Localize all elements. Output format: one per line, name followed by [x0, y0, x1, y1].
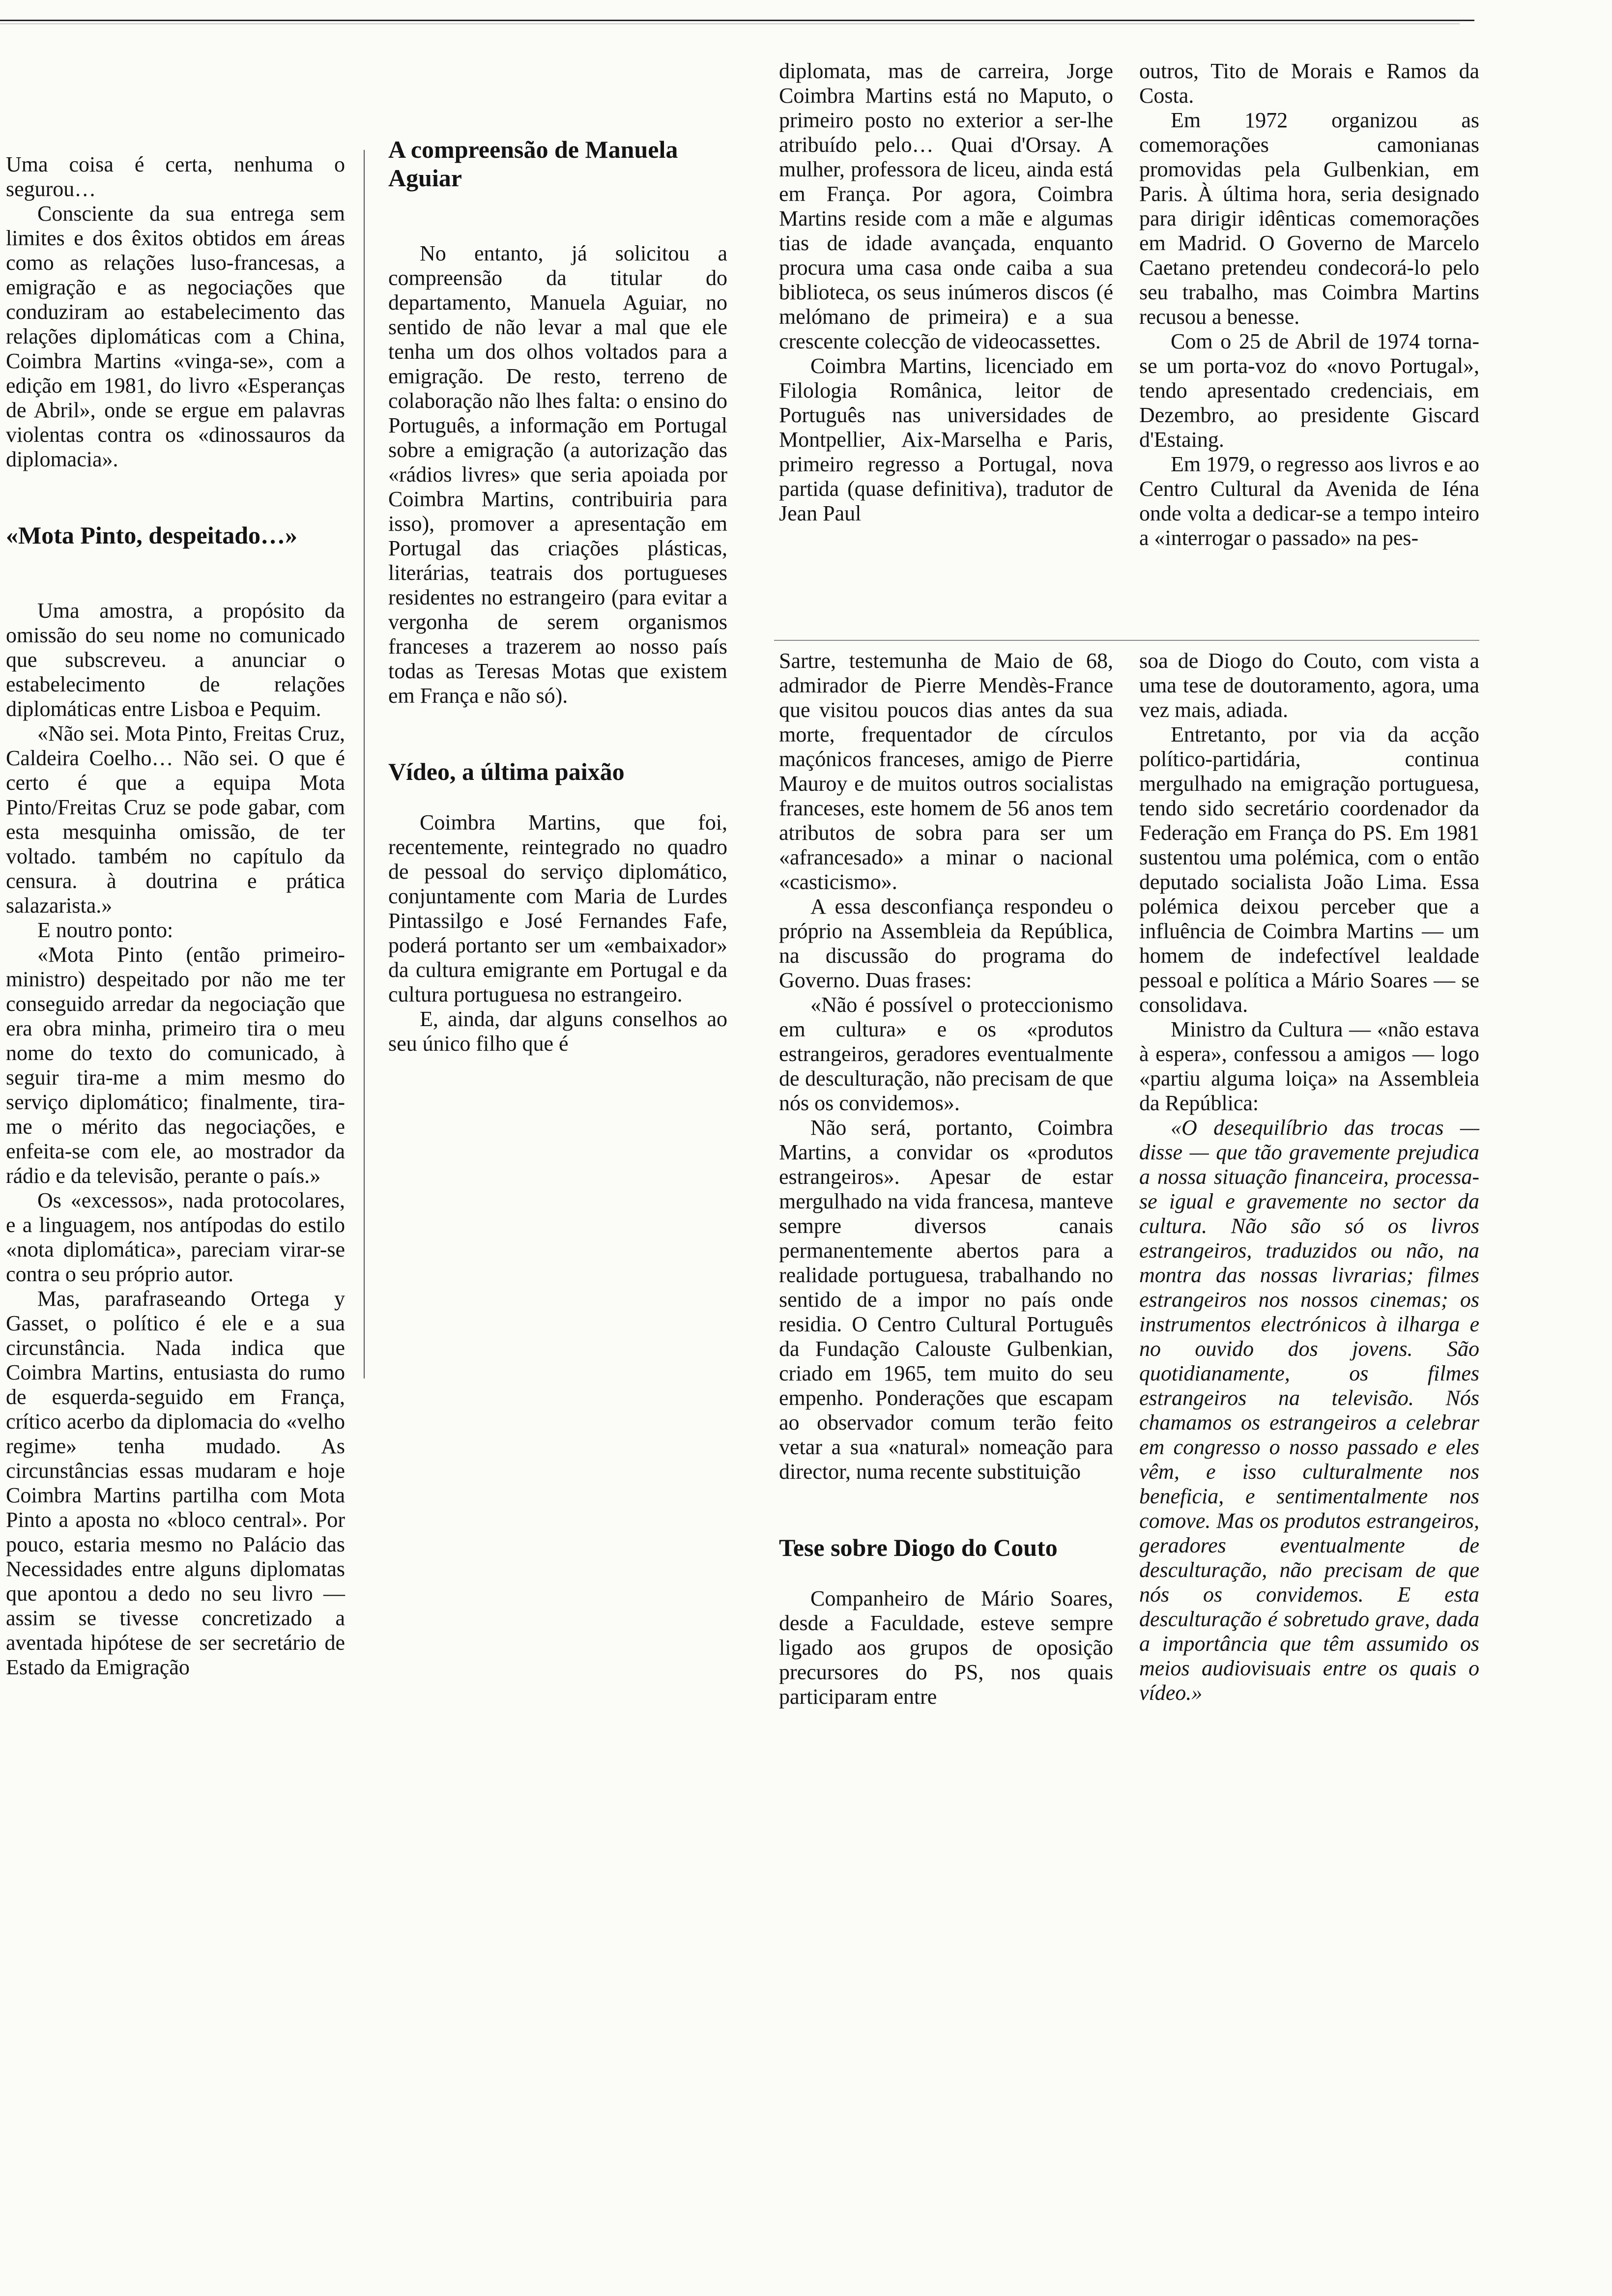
paragraph: Mas, parafraseando Ortega y Gasset, o político é ele e a sua circunstância. Nada indica que Coimbra Martins, entusiasta do rumo de esquerda-seguido em França, crítico acerbo da diplomacia do «velho regime» tenha mudado. As circunstâncias essas mudaram e hoje Coimbra Martins partilha com Mota Pinto a aposta no «bloco central». Por pouco, estaria mesmo no Palácio das Necessidades entre alguns diplomatas que apontou a dedo no seu livro — assim se tivesse concretizado a aventada hipótese de ser secretário de Estado da Emigração	[6, 1287, 345, 1679]
paragraph: «Não sei. Mota Pinto, Freitas Cruz, Caldeira Coelho… Não sei. O que é certo é que a equipa Mota Pinto/Freitas Cruz se pode gabar, com esta mesquinha omissão, de ter voltado. também no capítulo da censura. à doutrina e prática salazarista.»	[6, 721, 345, 918]
paragraph: diplomata, mas de carreira, Jorge Coimbra Martins está no Maputo, o primeiro posto no exterior a ser-lhe atribuído pelo… Quai d'Orsay. A mulher, professora de liceu, ainda está em França. Por agora, Coimbra Martins reside com a mãe e algumas tias de idade avançada, enquanto procura uma casa onde caiba a sua biblioteca, os seus inúmeros discos (é melómano de primeira) e a sua crescente colecção de videocassettes.	[779, 59, 1113, 353]
paragraph: No entanto, já solicitou a compreensão da titular do departamento, Manuela Aguiar, no sentido de não levar a mal que ele tenha um dos olhos voltados para a emigração. De resto, terreno de colaboração não lhes falta: o ensino do Português, a informação em Portugal sobre a emigração (a autorização das «rádios livres» que seria apoiada por Coimbra Martins, contribuiria para isso), promover a apresentação em Portugal das criações plásticas, literárias, teatrais dos portugueses residentes no estrangeiro (para evitar a vergonha de serem organismos franceses a trazerem ao nosso país todas as Teresas Motas que existem em França e não só).	[388, 241, 727, 708]
paragraph: Coimbra Martins, licenciado em Filologia Românica, leitor de Português nas universidades de Montpellier, Aix-Marselha e Paris, primeiro regresso a Portugal, nova partida (quase definitiva), tradutor de Jean Paul	[779, 354, 1113, 525]
paragraph: E, ainda, dar alguns conselhos ao seu único filho que é	[388, 1007, 727, 1056]
paragraph: outros, Tito de Morais e Ramos da Costa.	[1139, 59, 1479, 108]
column-divider	[364, 150, 365, 1378]
paragraph: Os «excessos», nada protocolares, e a linguagem, nos antípodas do estilo «nota diplomática», pareciam virar-se contra o seu próprio autor.	[6, 1188, 345, 1286]
section-heading: Vídeo, a última paixão	[388, 758, 625, 785]
column-3-bottom	[779, 649, 1113, 1709]
paragraph: Coimbra Martins, que foi, recentemente, reintegrado no quadro de pessoal do serviço diplomático, conjuntamente com Maria de Lurdes Pintassilgo e José Fernandes Fafe, poderá portanto ser um «embaixador» da cultura emigrante em Portugal e da cultura portuguesa no estrangeiro.	[388, 810, 727, 1006]
cut-line	[774, 640, 1479, 641]
paragraph: Uma coisa é certa, nenhuma o segurou…	[6, 152, 345, 201]
top-rule	[0, 20, 1474, 21]
paragraph: Com o 25 de Abril de 1974 torna-se um porta-voz do «novo Portugal», tendo apresentado credenciais, em Dezembro, ao presidente Giscard d'Estaing.	[1139, 329, 1479, 452]
column-4-bottom	[1139, 649, 1479, 1705]
paragraph: Em 1972 organizou as comemorações camonianas promovidas pela Gulbenkian, em Paris. À última hora, seria designado para dirigir idênticas comemorações em Madrid. O Governo de Marcelo Caetano pretendeu condecorá-lo pelo seu trabalho, mas Coimbra Martins recusou a benesse.	[1139, 108, 1479, 329]
column-1	[6, 152, 345, 1680]
column-3-top	[779, 59, 1113, 526]
paragraph: E noutro ponto:	[37, 918, 173, 942]
paragraph: Uma amostra, a propósito da omissão do seu nome no comunicado que subscreveu. a anunciar o estabelecimento de relações diplomáticas entre Lisboa e Pequim.	[6, 599, 345, 721]
paragraph: «Não é possível o proteccionismo em cultura» e os «produtos estrangeiros, geradores eventualmente de desculturação, não precisam de que nós os convidemos».	[779, 993, 1113, 1115]
section-heading: Tese sobre Diogo do Couto	[779, 1534, 1058, 1561]
paragraph: Consciente da sua entrega sem limites e dos êxitos obtidos em áreas como as relações luso-francesas, a emigração e as negociações que conduziram ao estabelecimento das relações diplomáticas com a China, Coimbra Martins «vinga-se», com a edição em 1981, do livro «Esperanças de Abril», onde se ergue em palavras violentas contra os «dinossauros da diplomacia».	[6, 201, 345, 471]
paragraph: soa de Diogo do Couto, com vista a uma tese de doutoramento, agora, uma vez mais, adiada.	[1139, 649, 1479, 722]
paragraph: Entretanto, por via da acção político-partidária, continua mergulhado na emigração portuguesa, tendo sido secretário coordenador da Federação em França do PS. Em 1981 sustentou uma polémica, com o então deputado socialista João Lima. Essa polémica deixou perceber que a influência de Coimbra Martins — um homem de indefectível lealdade pessoal e política a Mário Soares — se consolidava.	[1139, 722, 1479, 1017]
paragraph: «Mota Pinto (então primeiro-ministro) despeitado por não me ter conseguido arredar da negociação que era obra minha, primeiro tira o meu nome do texto do comunicado, à seguir tira-me a mim mesmo do serviço diplomático; finalmente, tira-me o mérito das negociações, e enfeita-se com ele, ao mostrador da rádio e da televisão, perante o país.»	[6, 943, 345, 1188]
quote-paragraph: «O desequilíbrio das trocas — disse — que tão gravemente prejudica a nossa situação financeira, processa-se igual e gravemente no sector da cultura. Não são só os livros estrangeiros, traduzidos ou não, na montra das nossas livrarias; filmes estrangeiros nos nossos cinemas; os instrumentos electrónicos à ilharga e no ouvido dos jovens. São quotidianamente, os filmes estrangeiros na televisão. Nós chamamos os estrangeiros a celebrar em congresso o nosso passado e eles vêm, e isso culturalmente nos beneficia, e sentimentalmente nos comove. Mas os produtos estrangeiros, geradores eventualmente de desculturação, não precisam de que nós os convidemos. E esta desculturação é sobretudo grave, dada a importância que têm assumido os meios audiovisuais entre os quais o vídeo.»	[1139, 1116, 1479, 1705]
section-heading: «Mota Pinto, despeitado…»	[6, 521, 298, 549]
paragraph: Não será, portanto, Coimbra Martins, a convidar os «produtos estrangeiros». Apesar de estar mergulhado na vida francesa, manteve sempre diversos canais permanentemente abertos para a realidade portuguesa, trabalhando no sentido de a impor no país onde residia. O Centro Cultural Português da Fundação Calouste Gulbenkian, criado em 1965, tem muito do seu empenho. Ponderações que escapam ao observador comum terão feito vetar a sua «natural» nomeação para director, numa recente substituição	[779, 1116, 1113, 1484]
paragraph: A essa desconfiança respondeu o próprio na Assembleia da República, na discussão do programa do Governo. Duas frases:	[779, 894, 1113, 992]
paragraph: Em 1979, o regresso aos livros e ao Centro Cultural da Avenida de Iéna onde volta a dedicar-se a tempo inteiro a «interrogar o passado» na pes-	[1139, 452, 1479, 550]
paragraph: Ministro da Cultura — «não estava à espera», confessou a amigos — logo «partiu alguma loiça» na Assembleia da República:	[1139, 1017, 1479, 1115]
column-2	[388, 135, 727, 1056]
column-4-top	[1139, 59, 1479, 550]
paragraph: Sartre, testemunha de Maio de 68, admirador de Pierre Mendès-France que visitou poucos dias antes da sua morte, frequentador de círculos maçónicos franceses, amigo de Pierre Mauroy e de muitos outros socialistas franceses, este homem de 56 anos tem atributos de sobra para ser um «afrancesado» a minar o nacional «casticismo».	[779, 649, 1113, 894]
paragraph: Companheiro de Mário Soares, desde a Faculdade, esteve sempre ligado aos grupos de oposição precursores do PS, nos quais participaram entre	[779, 1586, 1113, 1709]
section-heading: A compreensão de Manuela Aguiar	[388, 136, 678, 192]
